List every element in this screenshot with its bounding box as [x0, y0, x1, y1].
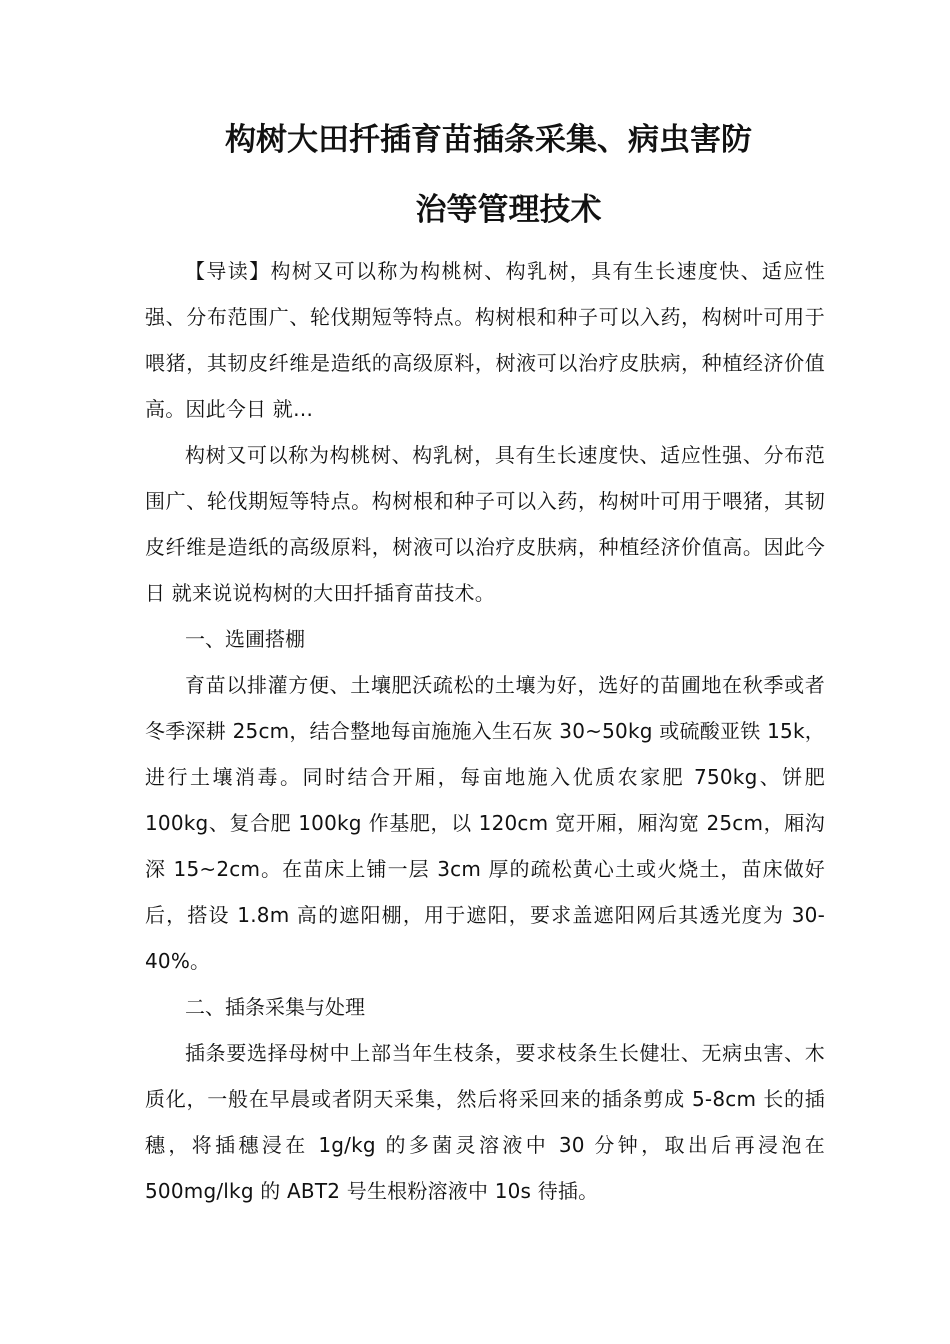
body-paragraph-2: 育苗以排灌方便、土壤肥沃疏松的土壤为好，选好的苗圃地在秋季或者冬季深耕 25cm，结合整地每亩施施入生石灰 30~50kg 或硫酸亚铁 15k，进行土壤消毒。同时结合开厢，每亩地施入优质农家肥 750kg、饼肥 100kg、复合肥 100kg 作基肥，以 120cm 宽开厢，厢沟宽 25cm，厢沟深 15~2cm。在苗床上铺一层 3cm 厚的疏松黄心土或火烧土，苗床做好后，搭设 1.8m 高的遮阳棚，用于遮阳，要求盖遮阳网后其透光度为 30-40%。	[145, 673, 825, 973]
document-body	[145, 248, 825, 1214]
section-heading-2: 二、插条采集与处理	[185, 995, 365, 1019]
section-heading-1: 一、选圃搭棚	[185, 627, 305, 651]
intro-paragraph: 【导读】构树又可以称为构桃树、构乳树，具有生长速度快、适应性强、分布范围广、轮伐期短等特点。构树根和种子可以入药，构树叶可用于喂猪，其韧皮纤维是造纸的高级原料，树液可以治疗皮肤病，种植经济价值高。因此今日 就…	[145, 259, 825, 421]
body-paragraph-1: 构树又可以称为构桃树、构乳树，具有生长速度快、适应性强、分布范围广、轮伐期短等特点。构树根和种子可以入药，构树叶可用于喂猪，其韧皮纤维是造纸的高级原料，树液可以治疗皮肤病，种植经济价值高。因此今日 就来说说构树的大田扦插育苗技术。	[145, 443, 825, 605]
body-paragraph-3: 插条要选择母树中上部当年生枝条，要求枝条生长健壮、无病虫害、木质化，一般在早晨或者阴天采集，然后将采回来的插条剪成 5-8cm 长的插穗，将插穗浸在 1g/kg 的多菌灵溶液中 30 分钟，取出后再浸泡在 500mg/lkg 的 ABT2 号生根粉溶液中 10s 待插。	[145, 1041, 825, 1203]
document-title-line-2: 治等管理技术	[415, 192, 602, 228]
document-title-line-1: 构树大田扦插育苗插条采集、病虫害防	[225, 122, 752, 158]
